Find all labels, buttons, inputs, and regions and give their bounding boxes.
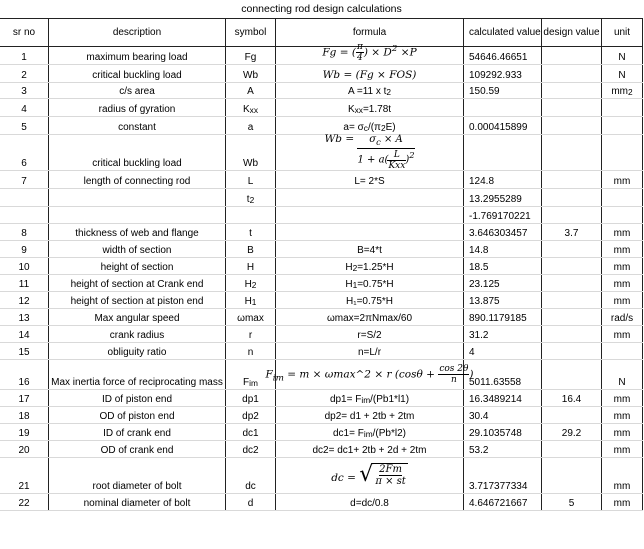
- form-cell[interactable]: dc = √ 2Fm π × st: [276, 458, 464, 493]
- sym-cell[interactable]: ωmax: [226, 309, 276, 325]
- srno-cell[interactable]: 17: [0, 390, 49, 406]
- srno-cell[interactable]: [0, 207, 49, 223]
- calc-cell[interactable]: 3.646303457: [464, 224, 542, 240]
- unit-cell[interactable]: mm: [602, 441, 643, 457]
- des-cell[interactable]: [542, 47, 602, 64]
- sym-cell[interactable]: d: [226, 494, 276, 510]
- calc-cell[interactable]: -1.769170221: [464, 207, 542, 223]
- unit-cell[interactable]: [602, 117, 643, 134]
- header-srno: sr no: [0, 19, 49, 46]
- calc-cell[interactable]: 0.000415899: [464, 117, 542, 134]
- form-cell[interactable]: dp1= F im /(Pb1*l1): [276, 390, 464, 406]
- table-row: [0, 275, 643, 292]
- des-cell[interactable]: [542, 258, 602, 274]
- unit-cell[interactable]: mm: [602, 224, 643, 240]
- srno-cell[interactable]: 21: [0, 458, 49, 493]
- sym-cell[interactable]: a: [226, 117, 276, 134]
- srno-cell[interactable]: 12: [0, 292, 49, 308]
- calc-cell[interactable]: 124.8: [464, 171, 542, 188]
- desc-cell[interactable]: radius of gyration: [49, 99, 226, 116]
- calc-cell[interactable]: 53.2: [464, 441, 542, 457]
- table-row: [0, 135, 643, 171]
- table-row: [0, 343, 643, 360]
- sym-cell[interactable]: Fg: [226, 47, 276, 64]
- form-cell[interactable]: H 1 =0.75*H: [276, 275, 464, 291]
- table-row: [0, 390, 643, 407]
- des-cell[interactable]: 29.2: [542, 424, 602, 440]
- calc-cell[interactable]: 109292.933: [464, 65, 542, 82]
- form-cell[interactable]: B=4*t: [276, 241, 464, 257]
- desc-cell[interactable]: height of section: [49, 258, 226, 274]
- form-cell[interactable]: dc2= dc1+ 2tb + 2d + 2tm: [276, 441, 464, 457]
- des-cell[interactable]: 3.7: [542, 224, 602, 240]
- form-cell[interactable]: [276, 207, 464, 223]
- srno-cell[interactable]: 16: [0, 360, 49, 389]
- des-cell[interactable]: [542, 65, 602, 82]
- calc-cell[interactable]: 890.1179185: [464, 309, 542, 325]
- form-cell[interactable]: r=S/2: [276, 326, 464, 342]
- des-cell[interactable]: [542, 441, 602, 457]
- srno-cell[interactable]: 3: [0, 83, 49, 98]
- des-cell[interactable]: [542, 189, 602, 206]
- form-cell[interactable]: [276, 189, 464, 206]
- desc-cell[interactable]: [49, 189, 226, 206]
- des-cell[interactable]: [542, 171, 602, 188]
- calc-cell[interactable]: 3.717377334: [464, 458, 542, 493]
- table-row: [0, 171, 643, 189]
- table-row: [0, 207, 643, 224]
- table-row: [0, 258, 643, 275]
- desc-cell[interactable]: critical buckling load: [49, 135, 226, 170]
- desc-cell[interactable]: [49, 207, 226, 223]
- sym-cell[interactable]: dp2: [226, 407, 276, 423]
- desc-cell[interactable]: thickness of web and flange: [49, 224, 226, 240]
- des-cell[interactable]: [542, 135, 602, 170]
- sym-cell[interactable]: [226, 207, 276, 223]
- srno-cell[interactable]: 18: [0, 407, 49, 423]
- table-row: [0, 458, 643, 494]
- des-cell[interactable]: 16.4: [542, 390, 602, 406]
- des-cell[interactable]: [542, 99, 602, 116]
- sheet-title: connecting rod design calculations: [0, 0, 643, 19]
- form-cell[interactable]: H₁=0.75*H: [276, 292, 464, 308]
- des-cell[interactable]: [542, 117, 602, 134]
- desc-cell[interactable]: root diameter of bolt: [49, 458, 226, 493]
- calc-cell[interactable]: 18.5: [464, 258, 542, 274]
- header-unit: unit: [602, 19, 643, 46]
- form-cell[interactable]: Wb = $\sigma_c \times A$ 1 + a( $\frac{L}{\text{Kxx}}$ )$^2$: [276, 135, 464, 170]
- form-cell[interactable]: [276, 224, 464, 240]
- form-cell[interactable]: ωmax=2πNmax/60: [276, 309, 464, 325]
- srno-cell[interactable]: 1: [0, 47, 49, 64]
- srno-cell[interactable]: [0, 189, 49, 206]
- unit-cell[interactable]: mm: [602, 458, 643, 493]
- desc-cell[interactable]: height of section at Crank end: [49, 275, 226, 291]
- sym-cell[interactable]: F im: [226, 360, 276, 389]
- desc-cell[interactable]: width of section: [49, 241, 226, 257]
- srno-cell[interactable]: 10: [0, 258, 49, 274]
- header-des: design value: [542, 19, 602, 46]
- des-cell[interactable]: 5: [542, 494, 602, 510]
- des-cell[interactable]: [542, 360, 602, 389]
- srno-cell[interactable]: 5: [0, 117, 49, 134]
- srno-cell[interactable]: 7: [0, 171, 49, 188]
- table-row: [0, 326, 643, 343]
- des-cell[interactable]: [542, 326, 602, 342]
- unit-cell[interactable]: mm: [602, 407, 643, 423]
- desc-cell[interactable]: length of connecting rod: [49, 171, 226, 188]
- sym-cell[interactable]: A: [226, 83, 276, 98]
- calc-cell[interactable]: 30.4: [464, 407, 542, 423]
- unit-cell[interactable]: [602, 207, 643, 223]
- calc-cell[interactable]: [464, 135, 542, 170]
- desc-cell[interactable]: obliguity ratio: [49, 343, 226, 359]
- sym-cell[interactable]: H 2: [226, 275, 276, 291]
- unit-cell[interactable]: mm: [602, 326, 643, 342]
- table-row: [0, 292, 643, 309]
- unit-cell[interactable]: [602, 135, 643, 170]
- table-row: [0, 189, 643, 207]
- srno-cell[interactable]: 15: [0, 343, 49, 359]
- table-row: [0, 309, 643, 326]
- sym-cell[interactable]: H 1: [226, 292, 276, 308]
- desc-cell[interactable]: c/s area: [49, 83, 226, 98]
- table-row: [0, 360, 643, 390]
- form-cell[interactable]: Fg = ( $\frac{\pi}{4}$ ) × $D^2 \times P$: [276, 47, 464, 64]
- srno-cell[interactable]: 8: [0, 224, 49, 240]
- desc-cell[interactable]: OD of piston end: [49, 407, 226, 423]
- sym-cell[interactable]: dc: [226, 458, 276, 493]
- header-sym: symbol: [226, 19, 276, 46]
- unit-cell[interactable]: mm: [602, 292, 643, 308]
- form-cell[interactable]: a= σ c /(π 2 E): [276, 117, 464, 134]
- desc-cell[interactable]: Max inertia force of reciprocating mass: [49, 360, 226, 389]
- unit-cell[interactable]: N: [602, 47, 643, 64]
- calc-cell[interactable]: 13.875: [464, 292, 542, 308]
- srno-cell[interactable]: 22: [0, 494, 49, 510]
- table-row: [0, 224, 643, 241]
- des-cell[interactable]: [542, 407, 602, 423]
- sym-cell[interactable]: Wb: [226, 135, 276, 170]
- table-row: [0, 407, 643, 424]
- calc-cell[interactable]: 5011.63558: [464, 360, 542, 389]
- srno-cell[interactable]: 4: [0, 99, 49, 116]
- form-cell[interactable]: L= 2*S: [276, 171, 464, 188]
- sym-cell[interactable]: n: [226, 343, 276, 359]
- desc-cell[interactable]: ID of crank end: [49, 424, 226, 440]
- form-cell[interactable]: $F_{im} = m$ × ωmax^2 × r (cosθ + $\frac{\cos 2\theta}{n}$ ): [276, 360, 464, 389]
- des-cell[interactable]: [542, 83, 602, 98]
- unit-cell[interactable]: mm 2: [602, 83, 643, 98]
- desc-cell[interactable]: critical buckling load: [49, 65, 226, 82]
- unit-cell[interactable]: mm: [602, 424, 643, 440]
- unit-cell[interactable]: N: [602, 65, 643, 82]
- desc-cell[interactable]: constant: [49, 117, 226, 134]
- unit-cell[interactable]: [602, 99, 643, 116]
- unit-cell[interactable]: rad/s: [602, 309, 643, 325]
- calc-cell[interactable]: 14.8: [464, 241, 542, 257]
- calc-cell[interactable]: 4.646721667: [464, 494, 542, 510]
- sym-cell[interactable]: r: [226, 326, 276, 342]
- sym-cell[interactable]: L: [226, 171, 276, 188]
- header-form: formula: [276, 19, 464, 46]
- table-row: [0, 241, 643, 258]
- table-row: [0, 494, 643, 511]
- srno-cell[interactable]: 19: [0, 424, 49, 440]
- srno-cell[interactable]: 13: [0, 309, 49, 325]
- srno-cell[interactable]: 14: [0, 326, 49, 342]
- desc-cell[interactable]: nominal diameter of bolt: [49, 494, 226, 510]
- sym-cell[interactable]: B: [226, 241, 276, 257]
- desc-cell[interactable]: OD of crank end: [49, 441, 226, 457]
- calc-cell[interactable]: 31.2: [464, 326, 542, 342]
- sym-cell[interactable]: H: [226, 258, 276, 274]
- srno-cell[interactable]: 6: [0, 135, 49, 170]
- unit-cell[interactable]: N: [602, 360, 643, 389]
- header-calc: calculated value: [464, 19, 542, 46]
- unit-cell[interactable]: [602, 343, 643, 359]
- unit-cell[interactable]: mm: [602, 171, 643, 188]
- table-row: [0, 424, 643, 441]
- table-row: [0, 42, 643, 65]
- calc-cell[interactable]: 29.1035748: [464, 424, 542, 440]
- calc-cell[interactable]: 13.2955289: [464, 189, 542, 206]
- sym-cell[interactable]: dp1: [226, 390, 276, 406]
- des-cell[interactable]: [542, 275, 602, 291]
- form-cell[interactable]: H 2 =1.25*H: [276, 258, 464, 274]
- des-cell[interactable]: [542, 458, 602, 493]
- form-cell[interactable]: dc1= F im /(Pb*l2): [276, 424, 464, 440]
- sym-cell[interactable]: Wb: [226, 65, 276, 82]
- table-row: [0, 117, 643, 135]
- header-desc: description: [49, 19, 226, 46]
- sym-cell[interactable]: t: [226, 224, 276, 240]
- table-row: [0, 99, 643, 117]
- calc-cell[interactable]: [464, 99, 542, 116]
- sym-cell[interactable]: t 2: [226, 189, 276, 206]
- form-cell[interactable]: A =11 x t 2: [276, 83, 464, 98]
- calc-cell[interactable]: 4: [464, 343, 542, 359]
- desc-cell[interactable]: height of section at piston end: [49, 292, 226, 308]
- unit-cell[interactable]: [602, 189, 643, 206]
- desc-cell[interactable]: Max angular speed: [49, 309, 226, 325]
- desc-cell[interactable]: maximum bearing load: [49, 47, 226, 64]
- form-cell[interactable]: Wb = (Fg × FOS): [276, 65, 464, 82]
- calc-cell[interactable]: 16.3489214: [464, 390, 542, 406]
- srno-cell[interactable]: 11: [0, 275, 49, 291]
- unit-cell[interactable]: mm: [602, 275, 643, 291]
- form-cell[interactable]: d=dc/0.8: [276, 494, 464, 510]
- sym-cell[interactable]: K xx: [226, 99, 276, 116]
- des-cell[interactable]: [542, 292, 602, 308]
- table-row: [0, 83, 643, 99]
- table-row: [0, 441, 643, 458]
- des-cell[interactable]: [542, 241, 602, 257]
- sym-cell[interactable]: dc2: [226, 441, 276, 457]
- srno-cell[interactable]: 2: [0, 65, 49, 82]
- unit-cell[interactable]: mm: [602, 390, 643, 406]
- des-cell[interactable]: [542, 343, 602, 359]
- srno-cell[interactable]: 9: [0, 241, 49, 257]
- calc-cell[interactable]: 23.125: [464, 275, 542, 291]
- calc-cell[interactable]: 54646.46651: [464, 47, 542, 64]
- unit-cell[interactable]: mm: [602, 241, 643, 257]
- form-cell[interactable]: K xx =1.78t: [276, 99, 464, 116]
- calc-cell[interactable]: 150.59: [464, 83, 542, 98]
- sym-cell[interactable]: dc1: [226, 424, 276, 440]
- table-row: [0, 65, 643, 83]
- des-cell[interactable]: [542, 309, 602, 325]
- srno-cell[interactable]: 20: [0, 441, 49, 457]
- desc-cell[interactable]: crank radius: [49, 326, 226, 342]
- form-cell[interactable]: dp2= d1 + 2tb + 2tm: [276, 407, 464, 423]
- unit-cell[interactable]: mm: [602, 494, 643, 510]
- unit-cell[interactable]: mm: [602, 258, 643, 274]
- desc-cell[interactable]: ID of piston end: [49, 390, 226, 406]
- form-cell[interactable]: n=L/r: [276, 343, 464, 359]
- des-cell[interactable]: [542, 207, 602, 223]
